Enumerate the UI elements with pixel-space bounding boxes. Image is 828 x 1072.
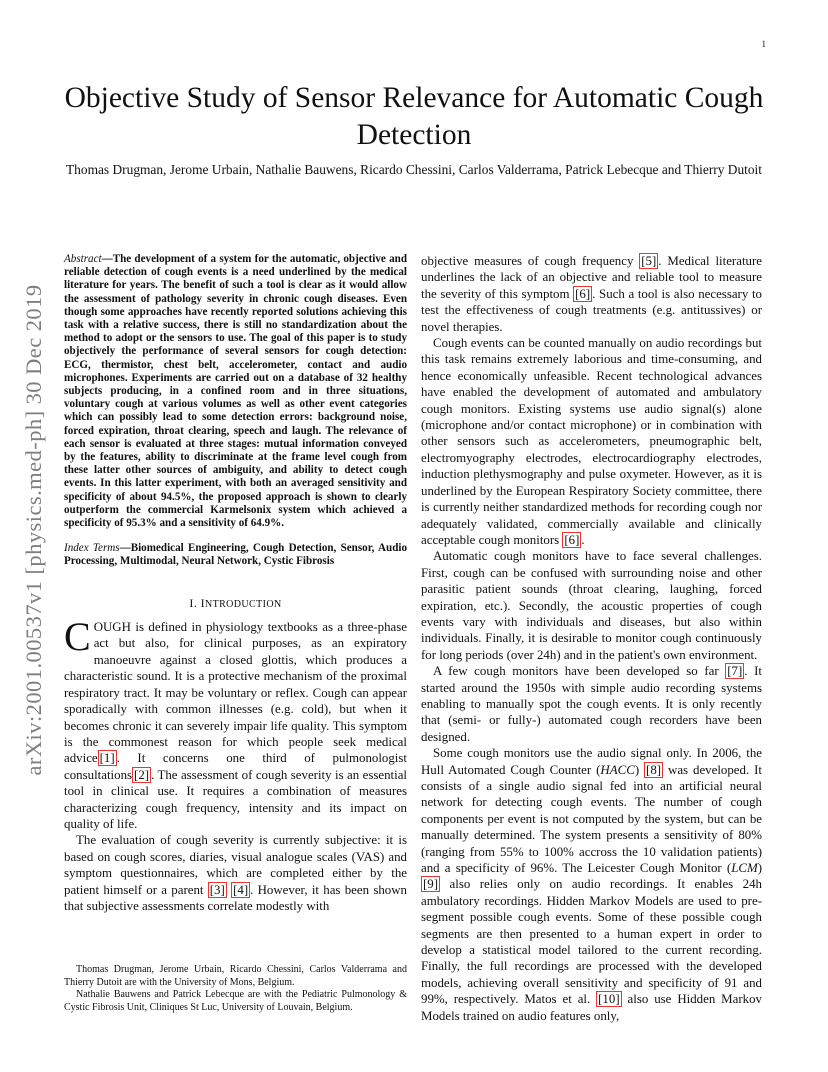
intro-text: . It concerns one third of pulmonologist consultations bbox=[64, 751, 407, 782]
intro-text: . However, it has been shown that subjective assessments correlate modestly with bbox=[64, 882, 407, 913]
index-terms-text: —Biomedical Engineering, Cough Detection, Sensor, Audio Processing, Multimodal, Neural Network, Cystic Fibrosis bbox=[64, 542, 407, 568]
citation-link[interactable]: [6] bbox=[575, 286, 591, 301]
citation-link[interactable]: [3] bbox=[209, 882, 225, 897]
index-terms bbox=[64, 542, 407, 568]
body-paragraph bbox=[421, 253, 762, 335]
abstract-lead: Abstract bbox=[64, 253, 102, 265]
citation-link[interactable]: [5] bbox=[641, 254, 657, 268]
body-text: . It started around the 1950s with simple audio recording systems enabling to manually spot the cough events. It is only recently that (semi- or fully-) automated cough recorders have been designed. bbox=[421, 664, 762, 744]
right-column bbox=[421, 253, 762, 1024]
affiliation-footnotes bbox=[64, 964, 407, 1014]
section-number: I. bbox=[189, 595, 198, 610]
page-number: 1 bbox=[761, 39, 766, 49]
math-symbol: LCM bbox=[731, 861, 758, 876]
math-symbol: HACC bbox=[600, 762, 635, 777]
body-paragraph bbox=[421, 663, 762, 745]
drop-cap: C bbox=[64, 614, 91, 660]
body-text: also relies only on audio recordings. It enables 24h ambulatory recordings. Hidden Markov Models are used to pre-segment possible cough events. Some of these possible cough segments are then presented to a human expert in order to develop a statistical model tailored to the current recording. Finally, the full recordings are processed with the developed models, achieving overall sensitivity and specificity of 91 and 99%, respectively. Matos et al. bbox=[421, 877, 762, 1007]
intro-paragraph-2 bbox=[64, 832, 407, 914]
author-list: Thomas Drugman, Jerome Urbain, Nathalie Bauwens, Ricardo Chessini, Carlos Valderrama, Patrick Lebecque and Thierry Dutoit bbox=[66, 162, 762, 177]
left-column bbox=[64, 253, 407, 914]
citation-link[interactable]: [2] bbox=[134, 767, 150, 782]
body-paragraph: Automatic cough monitors have to face several challenges. First, cough can be confused with surrounding noise and other parasitic patient sounds (throat clearing, laughing, forced expiration, etc.). Secondly, the acoustic properties of cough events vary with individuals and diseases, but also within individuals. Finally, it is desirable to monitor cough continuously for long periods (over 24h) and in the patient's own environment. bbox=[421, 549, 762, 662]
body-paragraph bbox=[421, 335, 762, 548]
index-terms-lead: Index Terms bbox=[64, 542, 120, 555]
intro-text: The evaluation of cough severity is currently subjective: it is based on cough scores, diaries, visual analogue scales (VAS) and symptom questionnaires, which are completed either by the patient himself or a parent bbox=[64, 833, 407, 897]
body-text: also use Hidden Markov Models trained on audio features only, bbox=[421, 992, 762, 1023]
body-text: . Such a tool is also necessary to test the effectiveness of cough treatments (e.g. antitussives) or novel therapies. bbox=[421, 286, 762, 334]
abstract bbox=[64, 253, 407, 530]
footnote: Thomas Drugman, Jerome Urbain, Ricardo Chessini, Carlos Valderrama and Thierry Dutoit are with the University of Mons, Belgium. bbox=[64, 964, 407, 988]
citation-link[interactable]: [10] bbox=[598, 992, 620, 1007]
citation-link[interactable]: [4] bbox=[233, 882, 249, 897]
citation-link[interactable]: [8] bbox=[646, 762, 662, 777]
arxiv-identifier-text: arXiv:2001.00537v1 [physics.med-ph] 30 Dec 2019 bbox=[21, 284, 46, 776]
body-paragraph bbox=[421, 745, 762, 1024]
body-text: was developed. It consists of a single audio signal fed into an artificial neural network for detecting cough events. The number of cough components per event is not computed by the system, but can be manually determined. The system presents a sensitivity of 80% (ranging from 55% to 100% accross the 10 validation patients) and a specificity of 96%. The Leicester Cough Monitor ( bbox=[421, 762, 762, 876]
paper-title: Objective Study of Sensor Relevance for Automatic Cough Detection bbox=[64, 82, 764, 151]
body-text: . Medical literature underlines the lack of an objective and reliable tool to measure the severity of this symptom bbox=[421, 254, 762, 301]
abstract-text: —The development of a system for the automatic, objective and reliable detection of cough events is a need underlined by the medical literature for years. The benefit of such a tool is clear as it would allow the assessment of pathology severity in chronic cough diseases. Even though some approaches have recently reported solutions achieving this task with a relative success, there is still no standardization about the method to adopt or the sensors to use. The goal of this paper is to study objectively the performance of several sensors for cough detection: ECG, thermistor, chest belt, accelerometer, contact and audio microphones. Experiments are carried out on a database of 32 healthy subjects producing, in a confined room and in three situations, voluntary cough at various volumes as well as other event categories which can possibly lead to some detection errors: background noise, forced expiration, throat clearing, speech and laugh. The relevance of each sensor is evaluated at three stages: mutual information conveyed by the features, ability to discriminate at the frame level cough from these latter other sources of ambiguity, and ability to detect cough events. In this latter experiment, with both an averaged sensitivity and specificity of about 94.5%, the proposed approach is shown to clearly outperform the commercial Karmelsonix system which achieved a specificity of 95.3% and a sensitivity of 64.9%. bbox=[64, 253, 407, 530]
body-text: Cough events can be counted manually on audio recordings but this task remains extremely laborious and time-consuming, and hence economically unfeasible. Recent technological advances have enabled the development of automated and ambulatory cough monitors. Existing systems use audio signal(s) alone (microphone and/or contact microphone) or in combination with other sensors such as accelerometers, pneumographic belt, electromyography electrodes, electrocardiography electrodes, induction plethysmography and pulse oxymeter. However, as it is underlined by the European Respiratory Society committee, there is currently neither standardized methods for recording cough nor adequately validated, commercially available and clinically acceptable cough monitors bbox=[421, 336, 762, 547]
intro-paragraph-1 bbox=[64, 614, 407, 832]
citation-link[interactable]: [1] bbox=[99, 751, 115, 766]
citation-link[interactable]: [7] bbox=[727, 664, 743, 679]
body-text: A few cough monitors have been developed so far bbox=[433, 664, 726, 679]
intro-smallcaps-word: OUGH bbox=[93, 620, 131, 635]
body-text: ) bbox=[634, 762, 645, 777]
section-title-rest: NTRODUCTION bbox=[204, 598, 282, 610]
arxiv-identifier-stamp bbox=[14, 240, 54, 820]
section-heading-introduction bbox=[64, 595, 407, 613]
body-text: objective measures of cough frequency bbox=[421, 254, 640, 268]
body-text: . bbox=[581, 532, 585, 547]
citation-link[interactable]: [6] bbox=[564, 532, 580, 547]
intro-text: is defined in physiology textbooks as a three-phase act but also, for clinical purposes, as an expiratory manoeuvre against a closed glottis, which produces a characteristic sound. It is a protective mechanism of the proximal respiratory tract. It may be voluntary or reflex. Cough can appear sporadically with common illnesses (e.g. cold), but when it becomes chronic it can severely impair life quality. This symptom is the commonest reason for which people seek medical advice bbox=[64, 620, 407, 766]
body-text: ) bbox=[757, 861, 762, 876]
section-title-initial: I bbox=[200, 595, 205, 610]
citation-link[interactable]: [9] bbox=[423, 877, 439, 892]
footnote: Nathalie Bauwens and Patrick Lebecque are with the Pediatric Pulmonology & Cystic Fibrosis Unit, Cliniques St Luc, University of Louvain, Belgium. bbox=[64, 989, 407, 1013]
intro-text: . The assessment of cough severity is an essential tool in clinical use. It requires a combination of measures characterizing cough frequency, intensity and its impact on quality of life. bbox=[64, 767, 407, 831]
body-text: Some cough monitors use the audio signal only. In 2006, the Hull Automated Cough Counter ( bbox=[421, 746, 762, 777]
